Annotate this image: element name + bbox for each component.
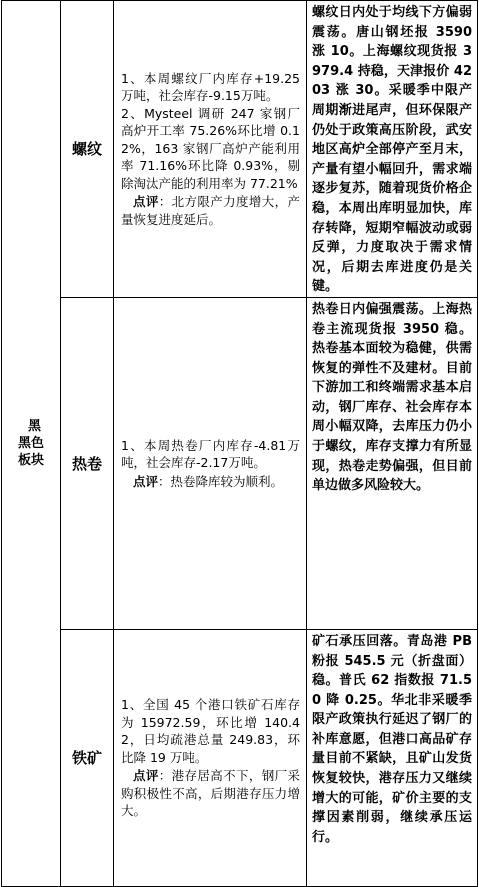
section-label-line2: 黑色 [17, 435, 44, 451]
data-line: 1、本周螺纹厂内库存+19.25万吨，社会库存-9.15万吨。 [121, 70, 300, 104]
comment [121, 767, 300, 820]
table-row-iron-ore [2, 629, 478, 886]
data-line: 1、本周热卷厂内库存-4.81万吨，社会库存-2.17万吨。 [121, 437, 300, 471]
comment [121, 193, 300, 228]
analysis-cell: 矿石承压回落。青岛港 PB 粉报 545.5 元（折盘面）稳。普氏 62 指数报 71.50 降 0.25。华北非采暖季限产政策执行延迟了钢厂的补库意愿，但港口高品矿存量目前不紧缺，且矿山发货恢复较快，港存压力又继续增大的可能，矿价主要的支撑因素削弱，继续承压运行。 [307, 629, 478, 886]
analysis-cell: 螺纹日内处于均线下方偏弱震荡。唐山钢坯报 3590 涨 10。上海螺纹现货报 3979.4 持稳，天津报价 4203 涨 30。采暖季中限产周期渐进尾声，但环保限产仍处于政策高压阶段，武安地区高炉全部停产至月末，产量有望小幅回升，需求端逐步复苏，随着现货价格企稳，本周出库明显加快，库存转降，短期窄幅波动或弱反弹，力度取决于需求情况，后期去库进度仍是关键。 [307, 1, 478, 298]
data-cell [114, 629, 307, 886]
data-cell [114, 297, 307, 629]
table-row-hot-rolled-coil [2, 297, 478, 629]
data-cell [114, 1, 307, 298]
comment-text: ：热卷降库较为顺利。 [158, 473, 284, 489]
table-row-rebar [2, 1, 478, 298]
comment [121, 473, 300, 491]
comment-label: 点评 [133, 194, 159, 210]
comment-label: 点评 [133, 768, 159, 784]
category-cell: 螺纹 [61, 1, 114, 298]
category-cell: 铁矿 [61, 629, 114, 886]
analysis-cell: 热卷日内偏强震荡。上海热卷主流现货报 3950 稳。热卷基本面较为稳健，供需恢复的弹性不及建材。目前下游加工和终端需求基本启动，钢厂库存、社会库存本周小幅双降，去库压力仍小于螺纹，库存支撑力有所显现，热卷走势偏强，但目前单边做多风险较大。 [307, 297, 478, 629]
section-label-line3: 板块 [17, 452, 44, 468]
section-label-cell [2, 1, 61, 887]
comment-text: ：港存居高不下，钢厂采购积极性不高，后期港存压力增大。 [121, 768, 300, 819]
data-line: 2、Mysteel 调研 247 家钢厂高炉开工率 75.26%环比增 0.12%，163 家钢厂高炉产能利用率 71.16%环比降 0.93%，剔除淘汰产能的利用率为 77.21% [121, 105, 300, 191]
comment-label: 点评 [133, 473, 159, 489]
category-cell: 热卷 [61, 297, 114, 629]
section-label-line1: 黑 [28, 418, 42, 434]
black-sector-table [1, 0, 478, 887]
comment-text: ：北方限产力度增大，产量恢复进度延后。 [121, 194, 300, 227]
data-line: 1、全国 45 个港口铁矿石库存为 15972.59，环比增 140.42，日均疏港总量 249.83，环比降 19 万吨。 [121, 697, 300, 765]
